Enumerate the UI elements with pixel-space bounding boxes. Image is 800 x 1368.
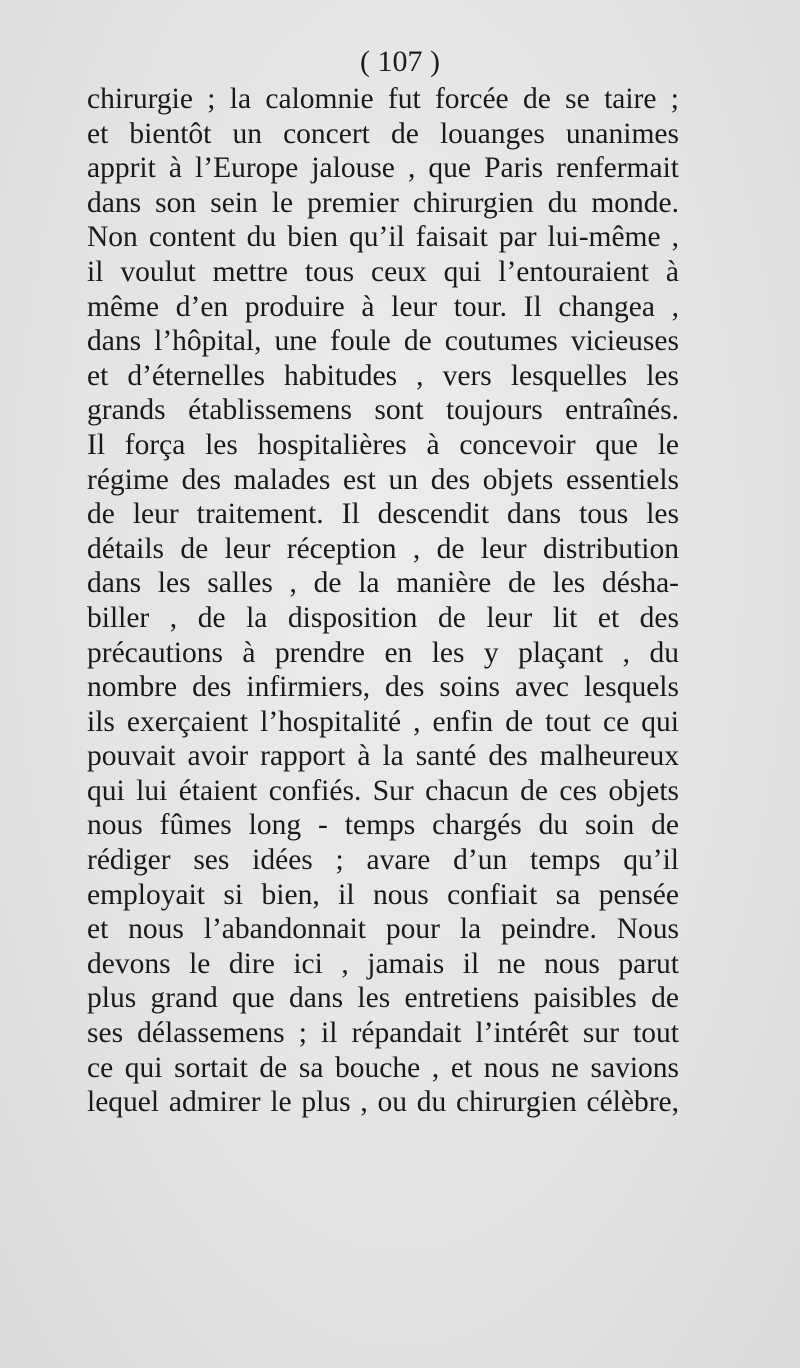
text-line: plus grand que dans les entretiens paisibles de — [87, 982, 679, 1015]
text-line: pouvait avoir rapport à la santé des malheureux — [87, 740, 679, 773]
text-line: biller , de la disposition de leur lit et des — [87, 601, 679, 634]
text-line: qui lui étaient confiés. Sur chacun de ces objets — [87, 774, 679, 807]
text-line: ils exerçaient l’hospitalité , enfin de tout ce qui — [87, 705, 679, 738]
text-line: ses délassemens ; il répandait l’intérêt sur tout — [87, 1017, 679, 1050]
text-line: chirurgie ; la calomnie fut forcée de se taire ; — [87, 83, 679, 115]
text-line: même d’en produire à leur tour. Il changea , — [87, 290, 679, 323]
text-line: et bientôt un concert de louanges unanimes — [87, 117, 679, 150]
text-line: détails de leur réception , de leur distribution — [87, 532, 679, 565]
text-line: et d’éternelles habitudes , vers lesquelles les — [87, 359, 679, 392]
text-line: dans les salles , de la manière de les désha- — [87, 567, 679, 600]
text-line: Non content du bien qu’il faisait par lui-même , — [87, 221, 679, 254]
text-line: grands établissemens sont toujours entraînés. — [87, 394, 679, 427]
text-line: nombre des infirmiers, des soins avec lesquels — [87, 671, 679, 704]
text-line: lequel admirer le plus , ou du chirurgien célèbre, — [87, 1086, 679, 1119]
text-line: employait si bien, il nous confiait sa pensée — [87, 878, 679, 911]
text-line: il voulut mettre tous ceux qui l’entouraient à — [87, 255, 679, 288]
text-line: de leur traitement. Il descendit dans tous les — [87, 498, 679, 531]
body-text — [87, 82, 679, 1120]
text-line: rédiger ses idées ; avare d’un temps qu’il — [87, 844, 679, 877]
text-line: dans l’hôpital, une foule de coutumes vicieuses — [87, 325, 679, 358]
text-line: nous fûmes long - temps chargés du soin de — [87, 809, 679, 842]
text-line: apprit à l’Europe jalouse , que Paris renfermait — [87, 152, 679, 185]
text-line: ce qui sortait de sa bouche , et nous ne savions — [87, 1051, 679, 1084]
text-line: devons le dire ici , jamais il ne nous parut — [87, 947, 679, 980]
text-line: dans son sein le premier chirurgien du monde. — [87, 186, 679, 219]
page-number: ( 107 ) — [360, 45, 440, 78]
text-line: précautions à prendre en les y plaçant , du — [87, 636, 679, 669]
text-line: Il força les hospitalières à concevoir que le — [87, 428, 679, 461]
text-line: et nous l’abandonnait pour la peindre. Nous — [87, 913, 679, 946]
text-line: régime des malades est un des objets essentiels — [87, 463, 679, 496]
